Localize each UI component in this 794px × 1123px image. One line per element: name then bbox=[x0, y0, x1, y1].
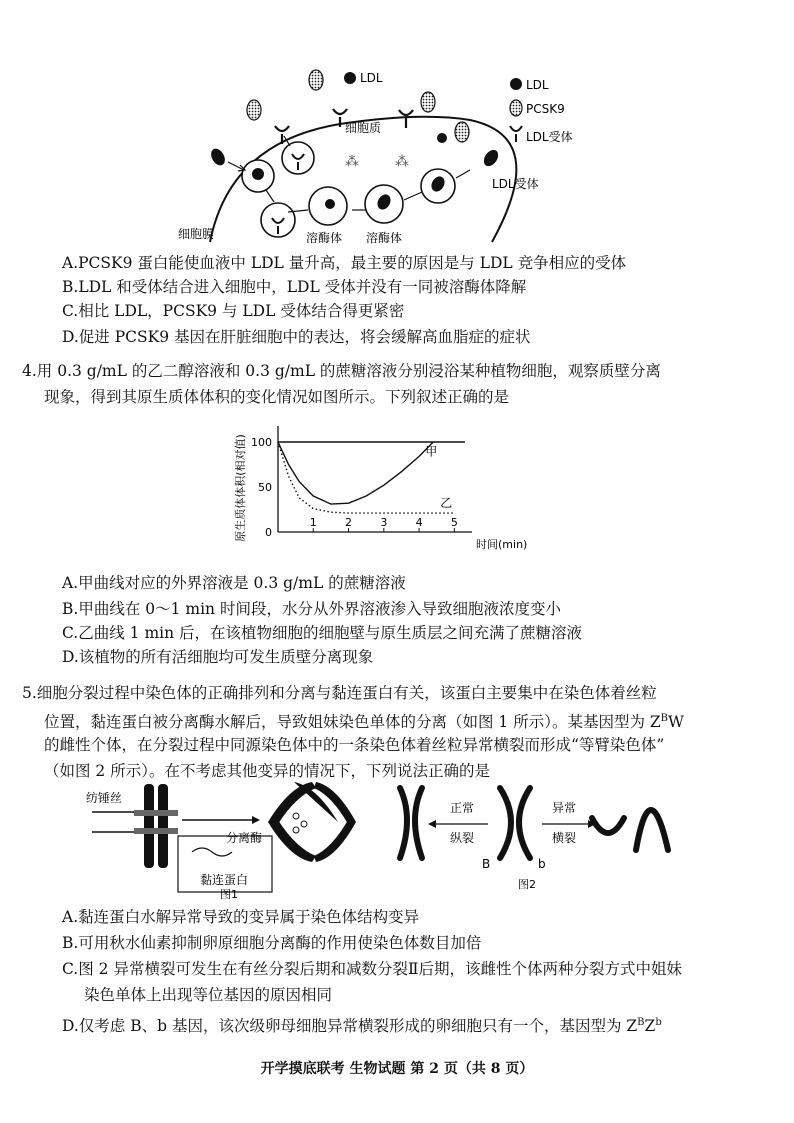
pcsk9-particle bbox=[309, 70, 323, 90]
ldl-receptor-icons bbox=[275, 109, 413, 144]
chromosomes-separated bbox=[268, 782, 356, 862]
q4-option-a: A.甲曲线对应的外界溶液是 0.3 g/mL 的蔗糖溶液 bbox=[62, 574, 406, 592]
ldl-particle bbox=[252, 168, 264, 180]
page-footer: 开学摸底联考 生物试题 第 2 页（共 8 页） bbox=[260, 1061, 534, 1077]
legend-receptor-label: LDL受体 bbox=[526, 130, 573, 144]
legend-ldl-icon bbox=[510, 78, 522, 90]
chromatid-left-b bbox=[415, 788, 422, 858]
cohesin-scissor-icon bbox=[192, 848, 232, 856]
cytoplasm-label: 细胞质 bbox=[345, 121, 382, 135]
q5-option-c-cont: 染色单体上出现等位基因的原因相同 bbox=[84, 986, 333, 1004]
cohesin-label: 黏连蛋白 bbox=[200, 873, 249, 887]
chart-series-label: 乙 bbox=[440, 496, 453, 511]
abnormal-label-1: 异常 bbox=[552, 801, 577, 815]
q5-stem-line4: （如图 2 所示）。在不考虑其他变异的情况下，下列说法正确的是 bbox=[44, 762, 490, 780]
chart-x-tick-label: 4 bbox=[415, 516, 423, 529]
protoplast-volume-chart bbox=[232, 418, 532, 558]
q5-stem-line2: 位置，黏连蛋白被分离酶水解后，导致姐妹染色单体的分离（如图 1 所示）。某基因型为 $Z^BW$ bbox=[44, 713, 684, 732]
legend-receptor-icon bbox=[510, 126, 522, 142]
q4-option-c: C.乙曲线 1 min 后，在该植物细胞的细胞壁与原生质层之间充满了蔗糖溶液 bbox=[62, 624, 583, 642]
q3-option-d: D.促进 PCSK9 基因在肝脏细胞中的表达，将会缓解高血脂症的症状 bbox=[62, 328, 531, 346]
chart-x-tick-label: 1 bbox=[309, 516, 317, 529]
ldl-top-label: LDL bbox=[360, 71, 383, 85]
chart-y-tick-label: 100 bbox=[251, 436, 272, 449]
q3-option-b: B.LDL 和受体结合进入细胞中，LDL 受体并没有一同被溶酶体降解 bbox=[62, 278, 527, 296]
figure-2-isochromosome-diagram bbox=[388, 780, 698, 900]
pcsk9-particle bbox=[455, 122, 469, 142]
q5-genotype-sup: B bbox=[660, 713, 669, 724]
q5-option-d: D.仅考虑 B、b 基因，该次级卵母细胞异常横裂形成的卵细胞只有一个，基因型为 $Z^BZ^b$ bbox=[62, 1017, 662, 1036]
receptor-right-label: LDL受体 bbox=[492, 177, 539, 191]
arrow-head bbox=[252, 816, 260, 824]
ldl-particle bbox=[437, 133, 447, 143]
pcsk9-particle bbox=[421, 92, 435, 112]
chart-y-tick-label: 50 bbox=[258, 481, 272, 494]
lysosome-label-2: 溶酶体 bbox=[366, 231, 403, 245]
chart-y-axis-label: 原生质体体积(相对值) bbox=[234, 434, 247, 542]
chromosome-pair-before bbox=[134, 784, 178, 868]
lysosome-label-1: 溶酶体 bbox=[306, 231, 343, 245]
q4-stem-line2: 现象，得到其原生质体体积的变化情况如图所示。下列叙述正确的是 bbox=[44, 388, 510, 406]
isochromosome-1 bbox=[592, 818, 624, 833]
ldl-pcsk9-diagram bbox=[170, 62, 610, 252]
allele-B-label: B bbox=[482, 857, 491, 871]
chromatid-center-b bbox=[519, 788, 530, 858]
normal-label-2: 纵裂 bbox=[450, 831, 475, 845]
chart-series-label: 甲 bbox=[425, 444, 438, 459]
q4-option-d: D.该植物的所有活细胞均可发生质壁分离现象 bbox=[62, 648, 374, 666]
pcsk9-particle bbox=[247, 100, 261, 120]
figure-1-cohesin-diagram bbox=[82, 780, 372, 900]
allele-b-label: b bbox=[538, 857, 546, 871]
arrow-head bbox=[428, 820, 436, 828]
legend-pcsk9-label: PCSK9 bbox=[526, 102, 565, 116]
q3-option-a: A.PCSK9 蛋白能使血液中 LDL 量升高，最主要的原因是与 LDL 竞争相应的受体 bbox=[62, 254, 627, 272]
q5-option-a: A.黏连蛋白水解异常导致的变异属于染色体结构变异 bbox=[62, 908, 420, 926]
normal-label-1: 正常 bbox=[450, 801, 475, 815]
q4-stem-line1: 4.用 0.3 g/mL 的乙二醇溶液和 0.3 g/mL 的蔗糖溶液分别浸浴某种植物细胞，观察质壁分离 bbox=[22, 362, 661, 380]
ldl-particle bbox=[325, 199, 335, 209]
figure-1-caption: 图1 bbox=[220, 888, 238, 900]
ldl-particle bbox=[208, 146, 227, 168]
ldl-particle bbox=[344, 72, 356, 84]
chart-x-tick-label: 2 bbox=[345, 516, 353, 529]
q5-option-b: B.可用秋水仙素抑制卵原细胞分离酶的作用使染色体数目加倍 bbox=[62, 934, 482, 952]
q5-option-c: C.图 2 异常横裂可发生在有丝分裂后期和减数分裂Ⅱ后期，该雌性个体两种分裂方式中姐妹 bbox=[62, 960, 682, 978]
q4-option-b: B.甲曲线在 0～1 min 时间段，水分从外界溶液渗入导致细胞液浓度变小 bbox=[62, 600, 561, 618]
separase-label: 分离酶 bbox=[226, 831, 263, 845]
figure-2-caption: 图2 bbox=[518, 878, 536, 891]
ldl-particle bbox=[481, 147, 501, 169]
chart-series-line-0 bbox=[278, 442, 433, 504]
chromatid-left-a bbox=[400, 788, 407, 858]
membrane-label: 细胞膜 bbox=[178, 227, 215, 241]
legend-ldl-label: LDL bbox=[526, 78, 549, 92]
abnormal-label-2: 横裂 bbox=[552, 831, 577, 845]
degraded-fragments-icon: ⁂ bbox=[345, 154, 359, 170]
chart-x-tick-label: 3 bbox=[380, 516, 388, 529]
spindle-label: 纺锤丝 bbox=[86, 791, 123, 805]
chart-x-tick-label: 5 bbox=[450, 516, 458, 529]
chromatid-center-a bbox=[500, 788, 511, 858]
chart-y-tick-label: 0 bbox=[265, 526, 272, 539]
chart-x-axis-label: 时间(min) bbox=[476, 538, 528, 551]
cohesin-fragments bbox=[293, 813, 307, 833]
degraded-fragments-icon: ⁂ bbox=[395, 154, 409, 170]
isochromosome-2 bbox=[636, 810, 668, 850]
q5-stem-line3: 的雌性个体，在分裂过程中同源染色体中的一条染色体着丝粒异常横裂而形成“等臂染色体” bbox=[44, 736, 665, 754]
legend-pcsk9-icon bbox=[510, 100, 522, 116]
q5-stem-line1: 5.细胞分裂过程中染色体的正确排列和分离与黏连蛋白有关，该蛋白主要集中在染色体着丝粒 bbox=[22, 684, 657, 702]
q3-option-c: C.相比 LDL，PCSK9 与 LDL 受体结合得更紧密 bbox=[62, 302, 405, 320]
